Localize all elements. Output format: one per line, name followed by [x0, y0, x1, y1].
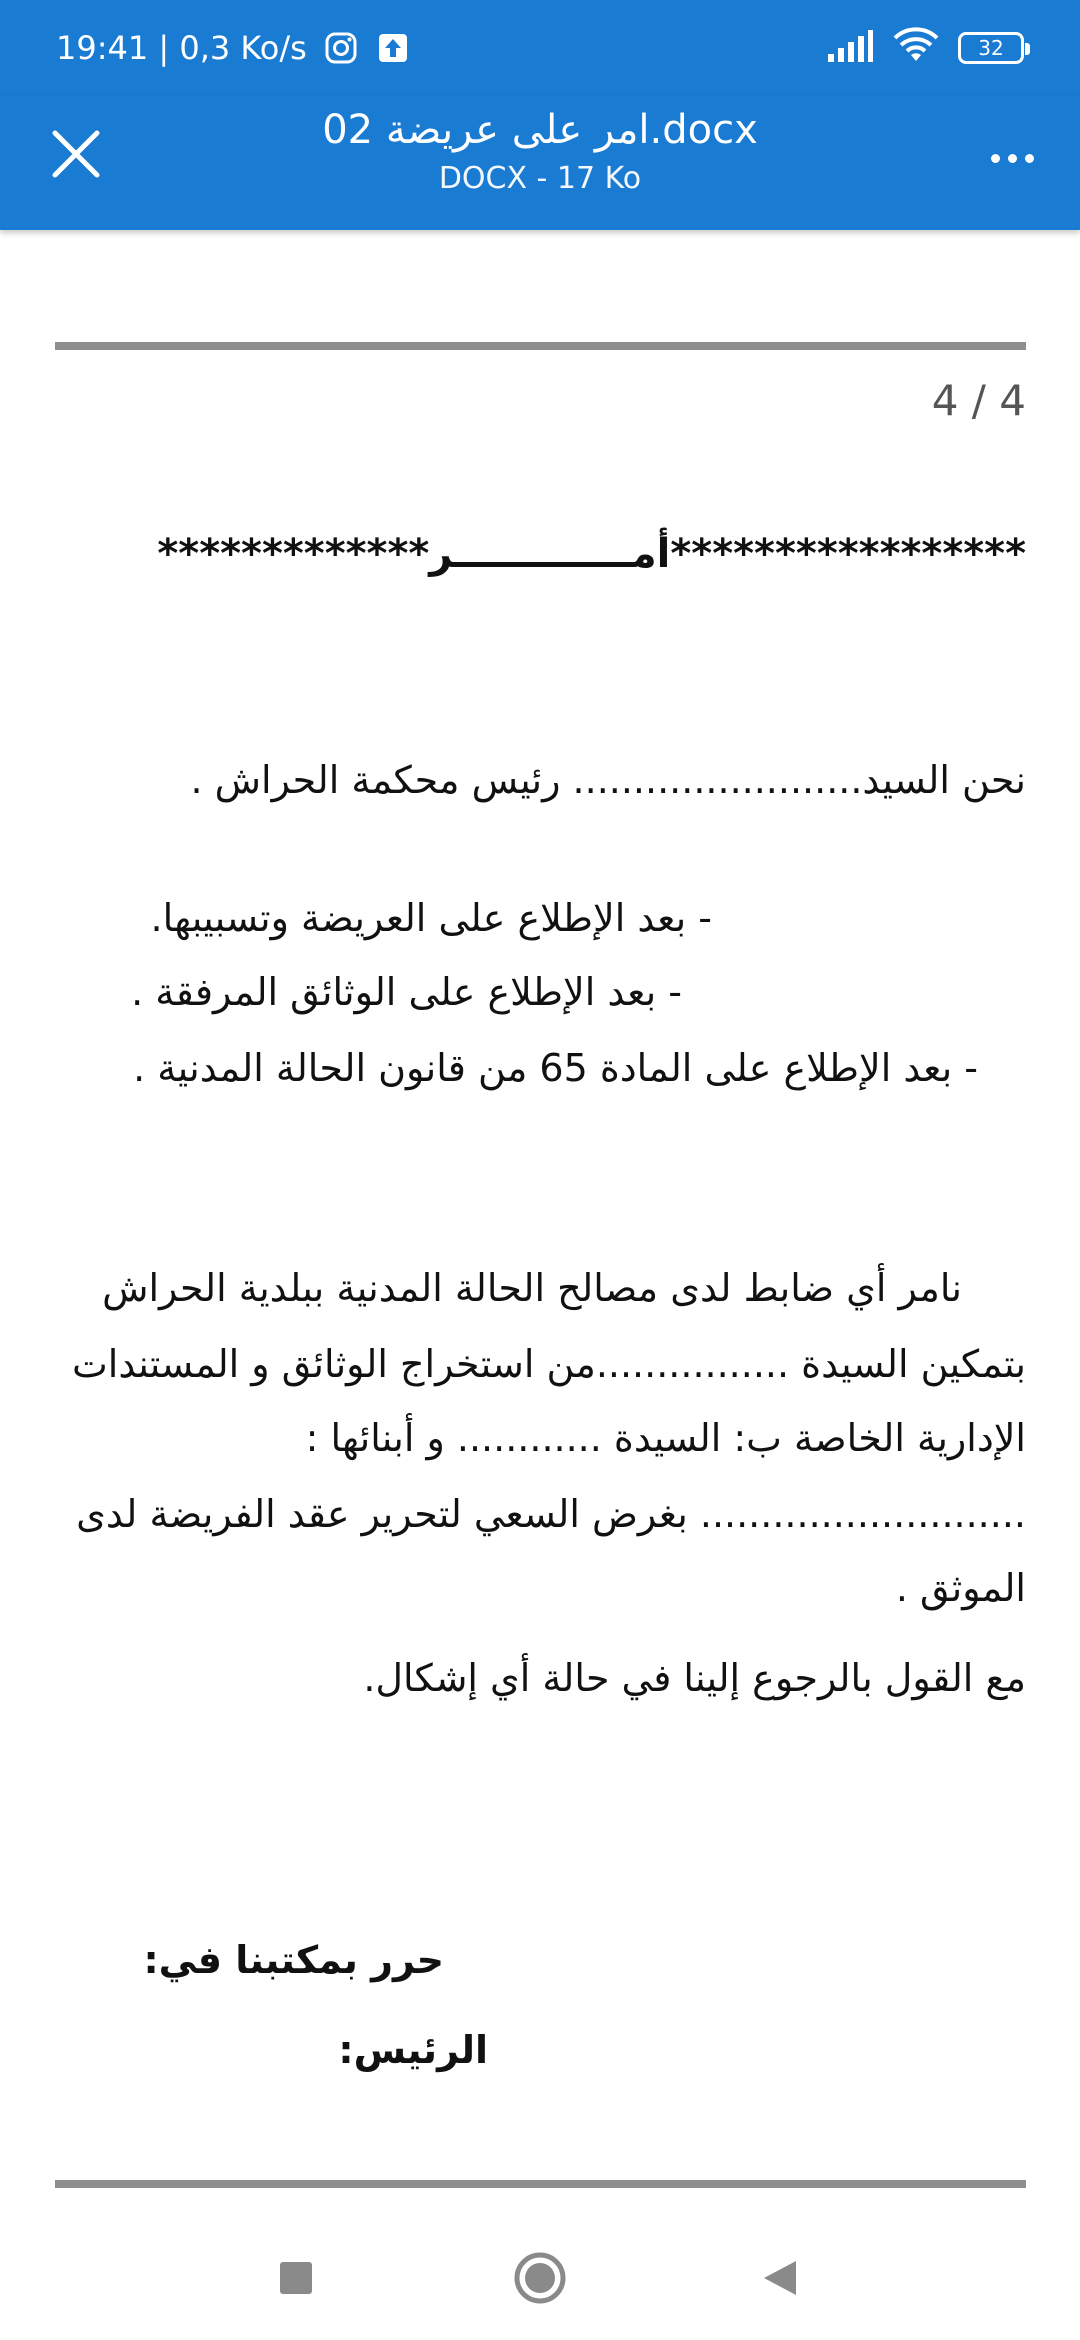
doc-order-line-3: الإدارية الخاصة ب: السيدة ............ و أبنائها : — [305, 1416, 1026, 1460]
document-title: امر على عريضة 02.docx — [322, 107, 758, 153]
doc-order-line-4: ........................... بغرض السعي لتحرير عقد الفريضة لدى — [76, 1492, 1026, 1536]
recents-button[interactable] — [256, 2238, 336, 2318]
doc-bullet-1: - بعد الإطلاع على العريضة وتسبيبها. — [150, 896, 712, 940]
doc-closing: مع القول بالرجوع إلينا في حالة أي إشكال. — [363, 1656, 1026, 1700]
page-divider-bottom — [55, 2180, 1026, 2188]
doc-line-judge: نحن السيد........................ رئيس محكمة الحراش . — [190, 758, 1026, 802]
doc-signed-at: حرر بمكتبنا في: — [143, 1938, 444, 1982]
recents-icon — [278, 2260, 314, 2296]
doc-bullet-3: - بعد الإطلاع على المادة 65 من قانون الحالة المدنية . — [133, 1046, 978, 1090]
home-button[interactable] — [500, 2238, 580, 2318]
back-button[interactable] — [740, 2238, 820, 2318]
home-icon — [512, 2250, 568, 2306]
navigation-bar — [0, 2210, 1080, 2340]
back-icon — [760, 2258, 800, 2298]
document-subtitle: DOCX - 17 Ko — [438, 161, 642, 196]
battery-level: 32 — [978, 36, 1004, 60]
time-and-speed: 19:41 | 0,3 Ko/s — [56, 29, 307, 67]
page-counter: 4 / 4 — [931, 376, 1026, 425]
doc-president: الرئيس: — [338, 2028, 488, 2072]
doc-order-line-2: بتمكين السيدة ................من استخراج الوثائق و المستندات — [72, 1342, 1026, 1386]
doc-bullet-2: - بعد الإطلاع على الوثائق المرفقة . — [131, 970, 682, 1014]
doc-order-line-1: نامر أي ضابط لدى مصالح الحالة المدنية ببلدية الحراش — [102, 1266, 962, 1310]
doc-order-line-5: الموثق . — [895, 1566, 1026, 1610]
order-heading: *****************أمـــــــــــــر************* — [157, 531, 1026, 577]
